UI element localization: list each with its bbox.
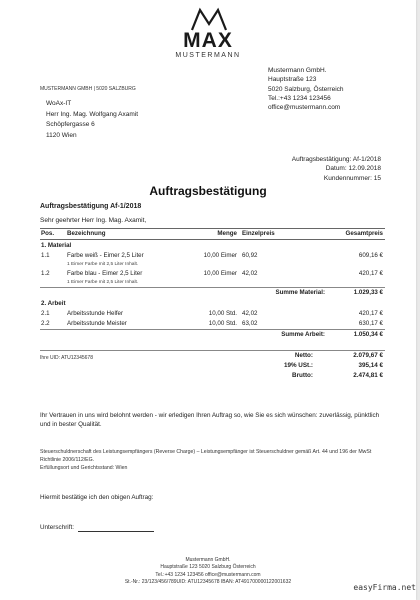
meta-number: Auftragsbestätigung: Af-1/2018 [291, 156, 381, 163]
row-total: 630,17 € [358, 320, 383, 327]
gross-label: Brutto: [292, 372, 313, 379]
totals-net-row [40, 350, 385, 361]
table-header [40, 228, 385, 240]
thank-you-text: Ihr Vertrauen in uns wird belohnt werden - wir erledigen Ihren Auftrag so, wie Sie es sich wünschen: zuverlässig, pünktlich und in bester Qualität. [40, 412, 380, 428]
confirmation-text: Hiermit bestätige ich den obigen Auftrag: [40, 494, 154, 501]
row-pos: 2.1 [41, 310, 50, 317]
recipient-line: 1120 Wien [46, 131, 77, 139]
footer-line: Mustermann GmbH. [185, 557, 231, 563]
section-label: 2. Arbeit [41, 300, 66, 307]
header-unit-price: Einzelpreis [242, 230, 275, 237]
row-unit-price: 42,02 [242, 310, 258, 317]
company-address [268, 66, 344, 112]
footer-line: Hauptstraße 123 5020 Salzburg Österreich [160, 564, 256, 571]
reverse-charge-note: Steuerschuldnerschaft des Leistungsempfängers (Reverse Charge) – Leistungsempfänger ist Steuerschuldner gemäß Art. 44 und 196 der MwSt Richtlinie 2006/112/EG. [40, 449, 372, 463]
header-pos: Pos. [41, 230, 55, 237]
row-pos: 1.2 [41, 270, 50, 277]
customer-vat-id: Ihre UID: ATU12345678 [40, 355, 93, 361]
footer-line: St.-Nr.: 23/123/456/789UID: ATU12345678 IBAN: AT491700000122001632 [124, 579, 292, 586]
signature-label: Unterschrift: [40, 524, 74, 531]
recipient-line: Schöpfergasse 6 [46, 121, 95, 128]
header-description: Bezeichnung [67, 230, 106, 237]
recipient-line: Herr Ing. Mag. Wolfgang Axamit [46, 110, 139, 118]
recipient-line: WoAx-IT [46, 100, 72, 107]
watermark-text: easyFirma.net [353, 583, 416, 592]
meta-customer-number: Kundennummer: 15 [323, 174, 381, 182]
footer-line: Tel.:+43 1234 123456 office@mustermann.com [155, 571, 261, 578]
table-row [40, 309, 385, 319]
company-line: Tel.:+43 1234 123456 [268, 94, 331, 102]
totals-block [40, 350, 385, 381]
row-total: 609,16 € [358, 252, 383, 259]
row-total: 420,17 € [358, 310, 383, 317]
sender-line: MUSTERMANN GMBH | 5020 SALZBURG [40, 86, 136, 92]
row-note [40, 279, 385, 287]
row-total: 420,17 € [358, 270, 383, 277]
company-line: 5020 Salzburg, Österreich [268, 85, 344, 93]
document-title: Auftragsbestätigung [149, 184, 267, 198]
row-pos: 2.2 [41, 320, 50, 327]
row-description: Arbeitsstunde Meister [67, 320, 127, 327]
legal-notes [40, 448, 385, 472]
meta-date: Datum: 12.09.2018 [325, 165, 381, 173]
section-sum-value: 1.029,33 € [353, 289, 383, 296]
salutation: Sehr geehrter Herr Ing. Mag. Axamit, [40, 217, 147, 224]
row-note-text: 1 Eimer Farbe mit 2,5 Liter Inhalt. [67, 262, 139, 267]
company-line: Hauptstraße 123 [268, 76, 317, 84]
jurisdiction-note: Erfüllungsort und Gerichtsstand: Wien [40, 465, 128, 471]
totals-vat-row [40, 361, 385, 371]
brand-subtitle: MUSTERMANN [175, 52, 241, 59]
row-description: Farbe weiß - Eimer 2,5 Liter [67, 252, 144, 259]
section-title [40, 240, 385, 251]
row-unit-price: 63,02 [242, 320, 258, 327]
vat-label: 19% USt.: [283, 362, 313, 369]
recipient-address [46, 99, 138, 141]
net-label: Netto: [294, 352, 313, 359]
section-sum-value: 1.050,34 € [353, 331, 383, 338]
row-pos: 1.1 [41, 252, 50, 259]
signature-line [78, 531, 154, 532]
net-value: 2.079,67 € [353, 352, 383, 359]
brand-name: MAX [183, 29, 233, 52]
row-quantity: 10,00 Eimer [203, 252, 237, 259]
row-description: Arbeitsstunde Helfer [67, 310, 124, 317]
document-meta [292, 155, 381, 183]
table-row [40, 269, 385, 279]
document-subtitle: Auftragsbestätigung Af-1/2018 [40, 203, 142, 210]
section-sum-row [40, 329, 385, 340]
section-sum-row [40, 287, 385, 298]
row-unit-price: 60,92 [242, 252, 258, 259]
row-description: Farbe blau - Eimer 2,5 Liter [67, 270, 143, 277]
section-sum-label: Summe Material: [275, 289, 325, 296]
vat-value: 395,14 € [358, 362, 383, 369]
row-note [40, 261, 385, 269]
row-quantity: 10,00 Std. [208, 320, 237, 327]
table-row [40, 319, 385, 329]
row-quantity: 10,00 Eimer [203, 270, 237, 277]
section-label: 1. Material [41, 242, 72, 249]
row-quantity: 10,00 Std. [208, 310, 237, 317]
items-table [40, 228, 385, 340]
header-quantity: Menge [217, 230, 237, 237]
header-total: Gesamtpreis [345, 230, 383, 237]
section-sum-label: Summe Arbeit: [281, 331, 325, 338]
row-unit-price: 42,02 [242, 270, 258, 277]
company-line: Mustermann GmbH. [268, 67, 327, 74]
gross-value: 2.474,81 € [353, 372, 383, 379]
company-email: office@mustermann.com [268, 104, 341, 112]
section-title [40, 298, 385, 309]
row-note-text: 1 Eimer Farbe mit 2,5 Liter Inhalt. [67, 280, 139, 285]
table-row [40, 251, 385, 261]
totals-gross-row [40, 371, 385, 381]
